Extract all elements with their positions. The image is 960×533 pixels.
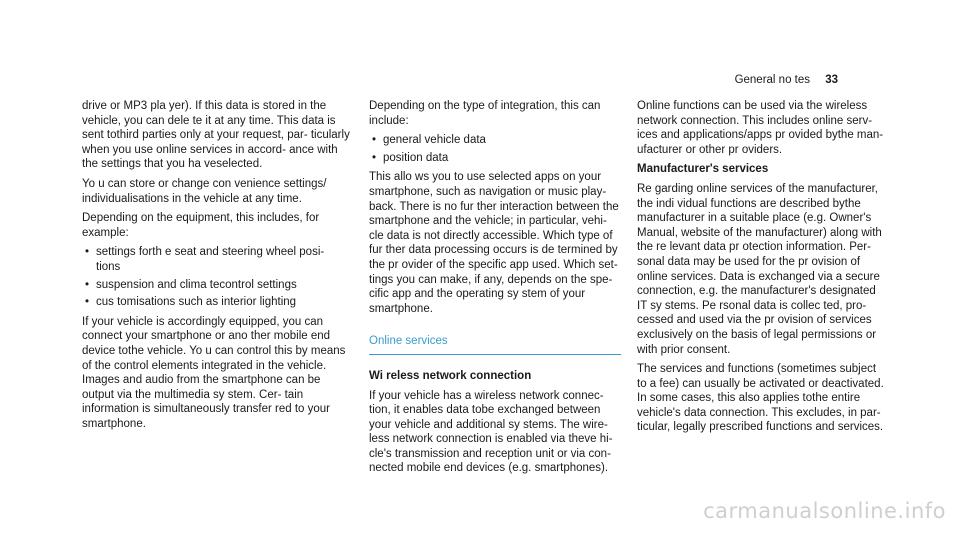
bullet-list [82, 245, 350, 309]
paragraph: If your vehicle is accordingly equipped, you can connect your smartphone or ano ther mobile end device tothe vehicle. Yo u can control this by means of the control elements integrated in the vehicle. Images and audio from the smartphone can be output via the multimedia sy stem. Cer‐ tain information is simultaneously transfer red to your smartphone. [82, 315, 346, 430]
list-item: • general vehicle data [369, 133, 621, 148]
list-item: • settings forth e seat and steering wheel posi‐ tions [82, 245, 350, 274]
list-item: • position data [369, 151, 621, 166]
column-1 [82, 99, 350, 436]
list-item: • cus tomisations such as interior lighting [82, 295, 350, 310]
column-2 [369, 99, 621, 481]
paragraph: Depending on the type of integration, this can include: [369, 100, 601, 127]
paragraph: This allo ws you to use selected apps on your smartphone, such as navigation or music play‐ back. There is no fur ther interaction between the smartphone and the vehicle; in particular, vehi‐ cle data is not directly accessible. Which type of fur ther data processing occurs is de termined by the pr ovider of the specific app used. Which set‐ tings you can make, if any, depends on the spe‐ cific app and the operating sy stem of your smartphone. [369, 171, 619, 315]
column-3 [637, 99, 885, 440]
subheading-manufacturer-services: Manufacturer's services [637, 163, 769, 176]
paragraph: Depending on the equipment, this includes, for example: [82, 212, 320, 239]
page-header [735, 74, 838, 86]
paragraph: Online functions can be used via the wireless network connection. This includes online serv‐ ices and applications/apps pr ovided bythe man‐ ufacturer or other pr oviders. [637, 100, 884, 156]
watermark: carmanualsonline.info [703, 499, 946, 523]
paragraph: Yo u can store or change con venience settings/ individualisations in the vehicle at any time. [82, 177, 327, 205]
paragraph: The services and functions (sometimes subject to a fee) can usually be activated or deactivated. In some cases, this also applies tothe entire vehicle's data connection. This excludes, in par‐ ticular, legally prescribed functions and services. [637, 363, 884, 434]
section-title: General no tes [734, 74, 810, 86]
paragraph: Re garding online services of the manufacturer, the indi vidual functions are described bythe manufacturer in a suitable place (e.g. Owner's Manual, website of the manufacturer) along with the re levant data pr otection information. Per‐ sonal data may be used for the pr ovision of online services. Data is exchanged via a secure connection, e.g. the manufacturer's designated IT sy stems. Pe rsonal data is collec ted, pro‐ cessed and used via the pr ovision of services exclusively on the basis of legal permissions or with prior consent. [637, 182, 882, 356]
bullet-list [369, 133, 621, 165]
section-heading-online-services: Online services [369, 334, 621, 355]
subheading-wireless-network: Wi reless network connection [369, 369, 532, 382]
page-number: 33 [825, 74, 838, 86]
paragraph: If your vehicle has a wireless network connec‐ tion, it enables data tobe exchanged between your vehicle and additional sy stems. The wire‐ less network connection is enabled via theve hi‐ cle's transmission and reception unit or via con‐ nected mobile end devices (e.g. smartphones). [369, 389, 613, 475]
list-item: • suspension and clima tecontrol settings [82, 278, 350, 293]
paragraph: drive or MP3 pla yer). If this data is stored in the vehicle, you can dele te it at any time. This data is sent tothird parties only at your request, par‐ ticularly when you use online services in accord‐ ance with the settings that you ha veselected. [82, 100, 350, 171]
